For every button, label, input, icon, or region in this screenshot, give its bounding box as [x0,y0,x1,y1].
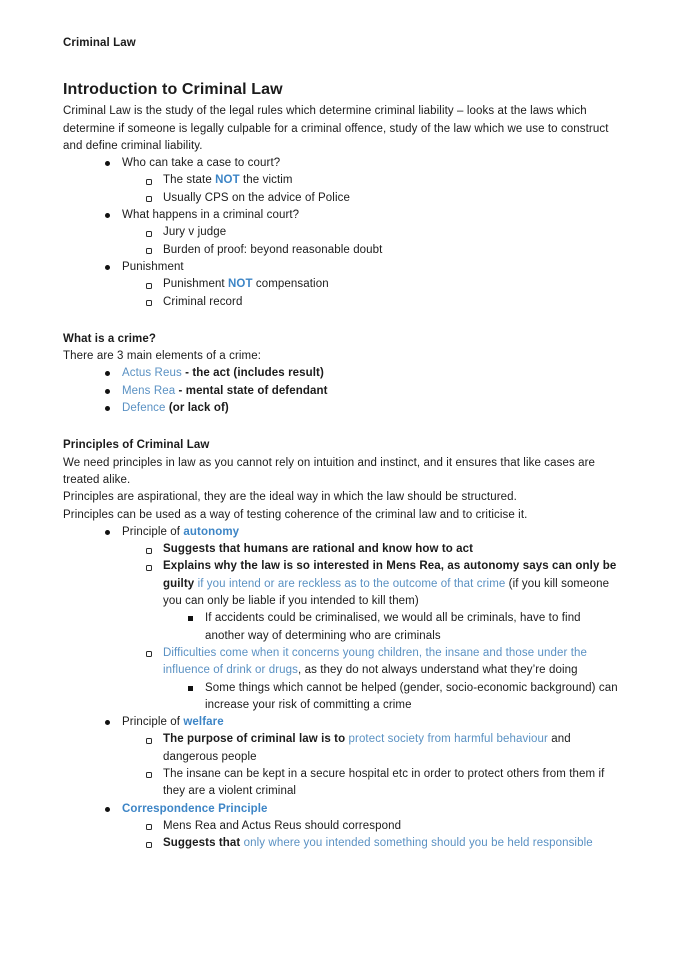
text-run: (or lack of) [165,402,229,415]
list-item [63,610,620,645]
list-item [63,558,620,610]
list-item [63,680,620,715]
list-item [63,294,620,311]
hollow-square-bullet-icon [146,172,163,185]
text-run: Usually CPS on the advice of Police [163,191,350,204]
list-item-text [122,714,620,731]
document-header [63,35,620,52]
list-item [63,541,620,558]
text-run: , as they do not always understand what they’re doing [298,664,578,677]
text-run: The purpose of criminal law is to [163,733,349,746]
list-item-text [163,835,620,852]
disc-bullet-icon [105,383,122,394]
list-item [63,766,620,801]
list-item [63,731,620,766]
disc-bullet-icon [105,714,122,725]
list-item [63,383,620,400]
text-run: We need principles in law as you cannot rely on intuition and instinct, and it ensures that like cases are treated alike. [63,456,596,486]
list-item-text [122,801,620,818]
list-item-text [163,190,620,207]
list-item [63,207,620,224]
list-item [63,400,620,417]
list-item [63,172,620,189]
text-run: Principles can be used as a way of testing coherence of the criminal law and to criticise it. [63,508,528,521]
text-run: The insane can be kept in a secure hospital etc in order to protect others from them if they are a violent criminal [163,767,605,798]
square-bullet-icon [188,680,205,691]
text-run: only where you intended something should you be held responsible [243,837,593,850]
text-run: Criminal Law is the study of the legal rules which determine criminal liability – looks at the laws which determine if someone is legally culpable for a criminal offence, study of the law which we use to construct and define criminal liability. [63,105,609,152]
text-run: Principles are aspirational, they are the ideal way in which the law should be structured. [63,491,517,504]
text-run: Mens Rea and Actus Reus should correspond [163,819,402,832]
hollow-square-bullet-icon [146,766,163,779]
hollow-square-bullet-icon [146,835,163,848]
text-run: If accidents could be criminalised, we would all be criminals, have to find another way of determining who are criminals [205,612,581,642]
text-run: Some things which cannot be helped (gender, socio-economic background) can increase your risk of committing a crime [205,681,618,711]
text-run: Jury v judge [163,226,227,239]
list-item-text [163,276,620,293]
text-run: Suggests that [163,837,244,850]
text-run: (if you kill someone you can only be liable if you intended to kill them) [163,577,610,608]
text-run: Burden of proof: beyond reasonable doubt [163,243,383,256]
text-run: Difficulties come when it concerns young children, the insane and those under the influence of drink or drugs [163,646,588,677]
list-item-text [122,207,620,224]
list-item [63,818,620,835]
text-run: What happens in a criminal court? [122,209,300,222]
paragraph [63,103,620,155]
text-run: The state [163,174,216,187]
list-item-text [163,766,620,801]
text-run: Correspondence Principle [122,802,268,815]
hollow-square-bullet-icon [146,731,163,744]
text-run: Suggests that humans are rational and know how to act [163,543,474,556]
document-title [63,79,620,100]
disc-bullet-icon [105,365,122,376]
list-item-text [122,259,620,276]
list-item-text [205,680,620,715]
list-item [63,365,620,382]
disc-bullet-icon [105,400,122,411]
text-run: the victim [239,174,293,187]
section-heading [63,437,620,454]
hollow-square-bullet-icon [146,645,163,658]
list-item-text [163,172,620,189]
text-run: Principle of [122,716,184,729]
disc-bullet-icon [105,524,122,535]
list-item-text [163,558,620,610]
text-run: Criminal Law [63,37,136,49]
hollow-square-bullet-icon [146,294,163,307]
list-item [63,242,620,259]
text-run: NOT [215,174,240,187]
document-content [63,35,620,852]
text-run: Principle of [122,525,184,538]
list-item [63,645,620,680]
text-run: NOT [228,278,253,291]
hollow-square-bullet-icon [146,818,163,831]
paragraph [63,455,620,490]
list-item-text [163,224,620,241]
list-item [63,801,620,818]
text-run: What is a crime? [63,332,156,345]
list-item-text [163,645,620,680]
text-run: Introduction to Criminal Law [63,81,283,99]
disc-bullet-icon [105,801,122,812]
disc-bullet-icon [105,259,122,270]
text-run: welfare [183,716,224,729]
list-item [63,259,620,276]
text-run: Defence [122,402,166,415]
list-item-text [163,731,620,766]
text-run: - the act (includes result) [181,367,324,380]
paragraph [63,348,620,365]
list-item-text [122,383,620,400]
list-item-text [163,242,620,259]
text-run: autonomy [183,525,240,538]
text-run: Criminal record [163,295,243,308]
list-item [63,524,620,541]
text-run: Mens Rea [122,384,176,397]
paragraph [63,489,620,506]
hollow-square-bullet-icon [146,242,163,255]
text-run: if you intend or are reckless as to the outcome of that crime [197,577,506,590]
text-run: Punishment [122,260,184,273]
list-item-text [163,541,620,558]
disc-bullet-icon [105,155,122,166]
list-item-text [163,294,620,311]
text-run: There are 3 main elements of a crime: [63,350,262,363]
list-item [63,224,620,241]
hollow-square-bullet-icon [146,558,163,571]
hollow-square-bullet-icon [146,541,163,554]
text-run: and dangerous people [163,733,571,763]
list-item [63,714,620,731]
hollow-square-bullet-icon [146,276,163,289]
list-item [63,155,620,172]
disc-bullet-icon [105,207,122,218]
list-item-text [122,155,620,172]
text-run: compensation [252,278,329,291]
paragraph [63,507,620,524]
list-item-text [163,818,620,835]
list-item-text [205,610,620,645]
list-item [63,276,620,293]
hollow-square-bullet-icon [146,190,163,203]
list-item-text [122,365,620,382]
text-run: protect society from harmful behaviour [348,733,548,746]
text-run: Who can take a case to court? [122,157,281,170]
section-heading [63,331,620,348]
text-run: Actus Reus [122,367,182,380]
text-run: Principles of Criminal Law [63,439,210,452]
hollow-square-bullet-icon [146,224,163,237]
text-run: Explains why the law is so interested in Mens Rea, as autonomy says can only be guilty [163,560,617,590]
list-item-text [122,400,620,417]
text-run: Punishment [163,278,229,291]
text-run: - mental state of defendant [175,384,328,397]
list-item [63,190,620,207]
list-item-text [122,524,620,541]
square-bullet-icon [188,610,205,621]
list-item [63,835,620,852]
